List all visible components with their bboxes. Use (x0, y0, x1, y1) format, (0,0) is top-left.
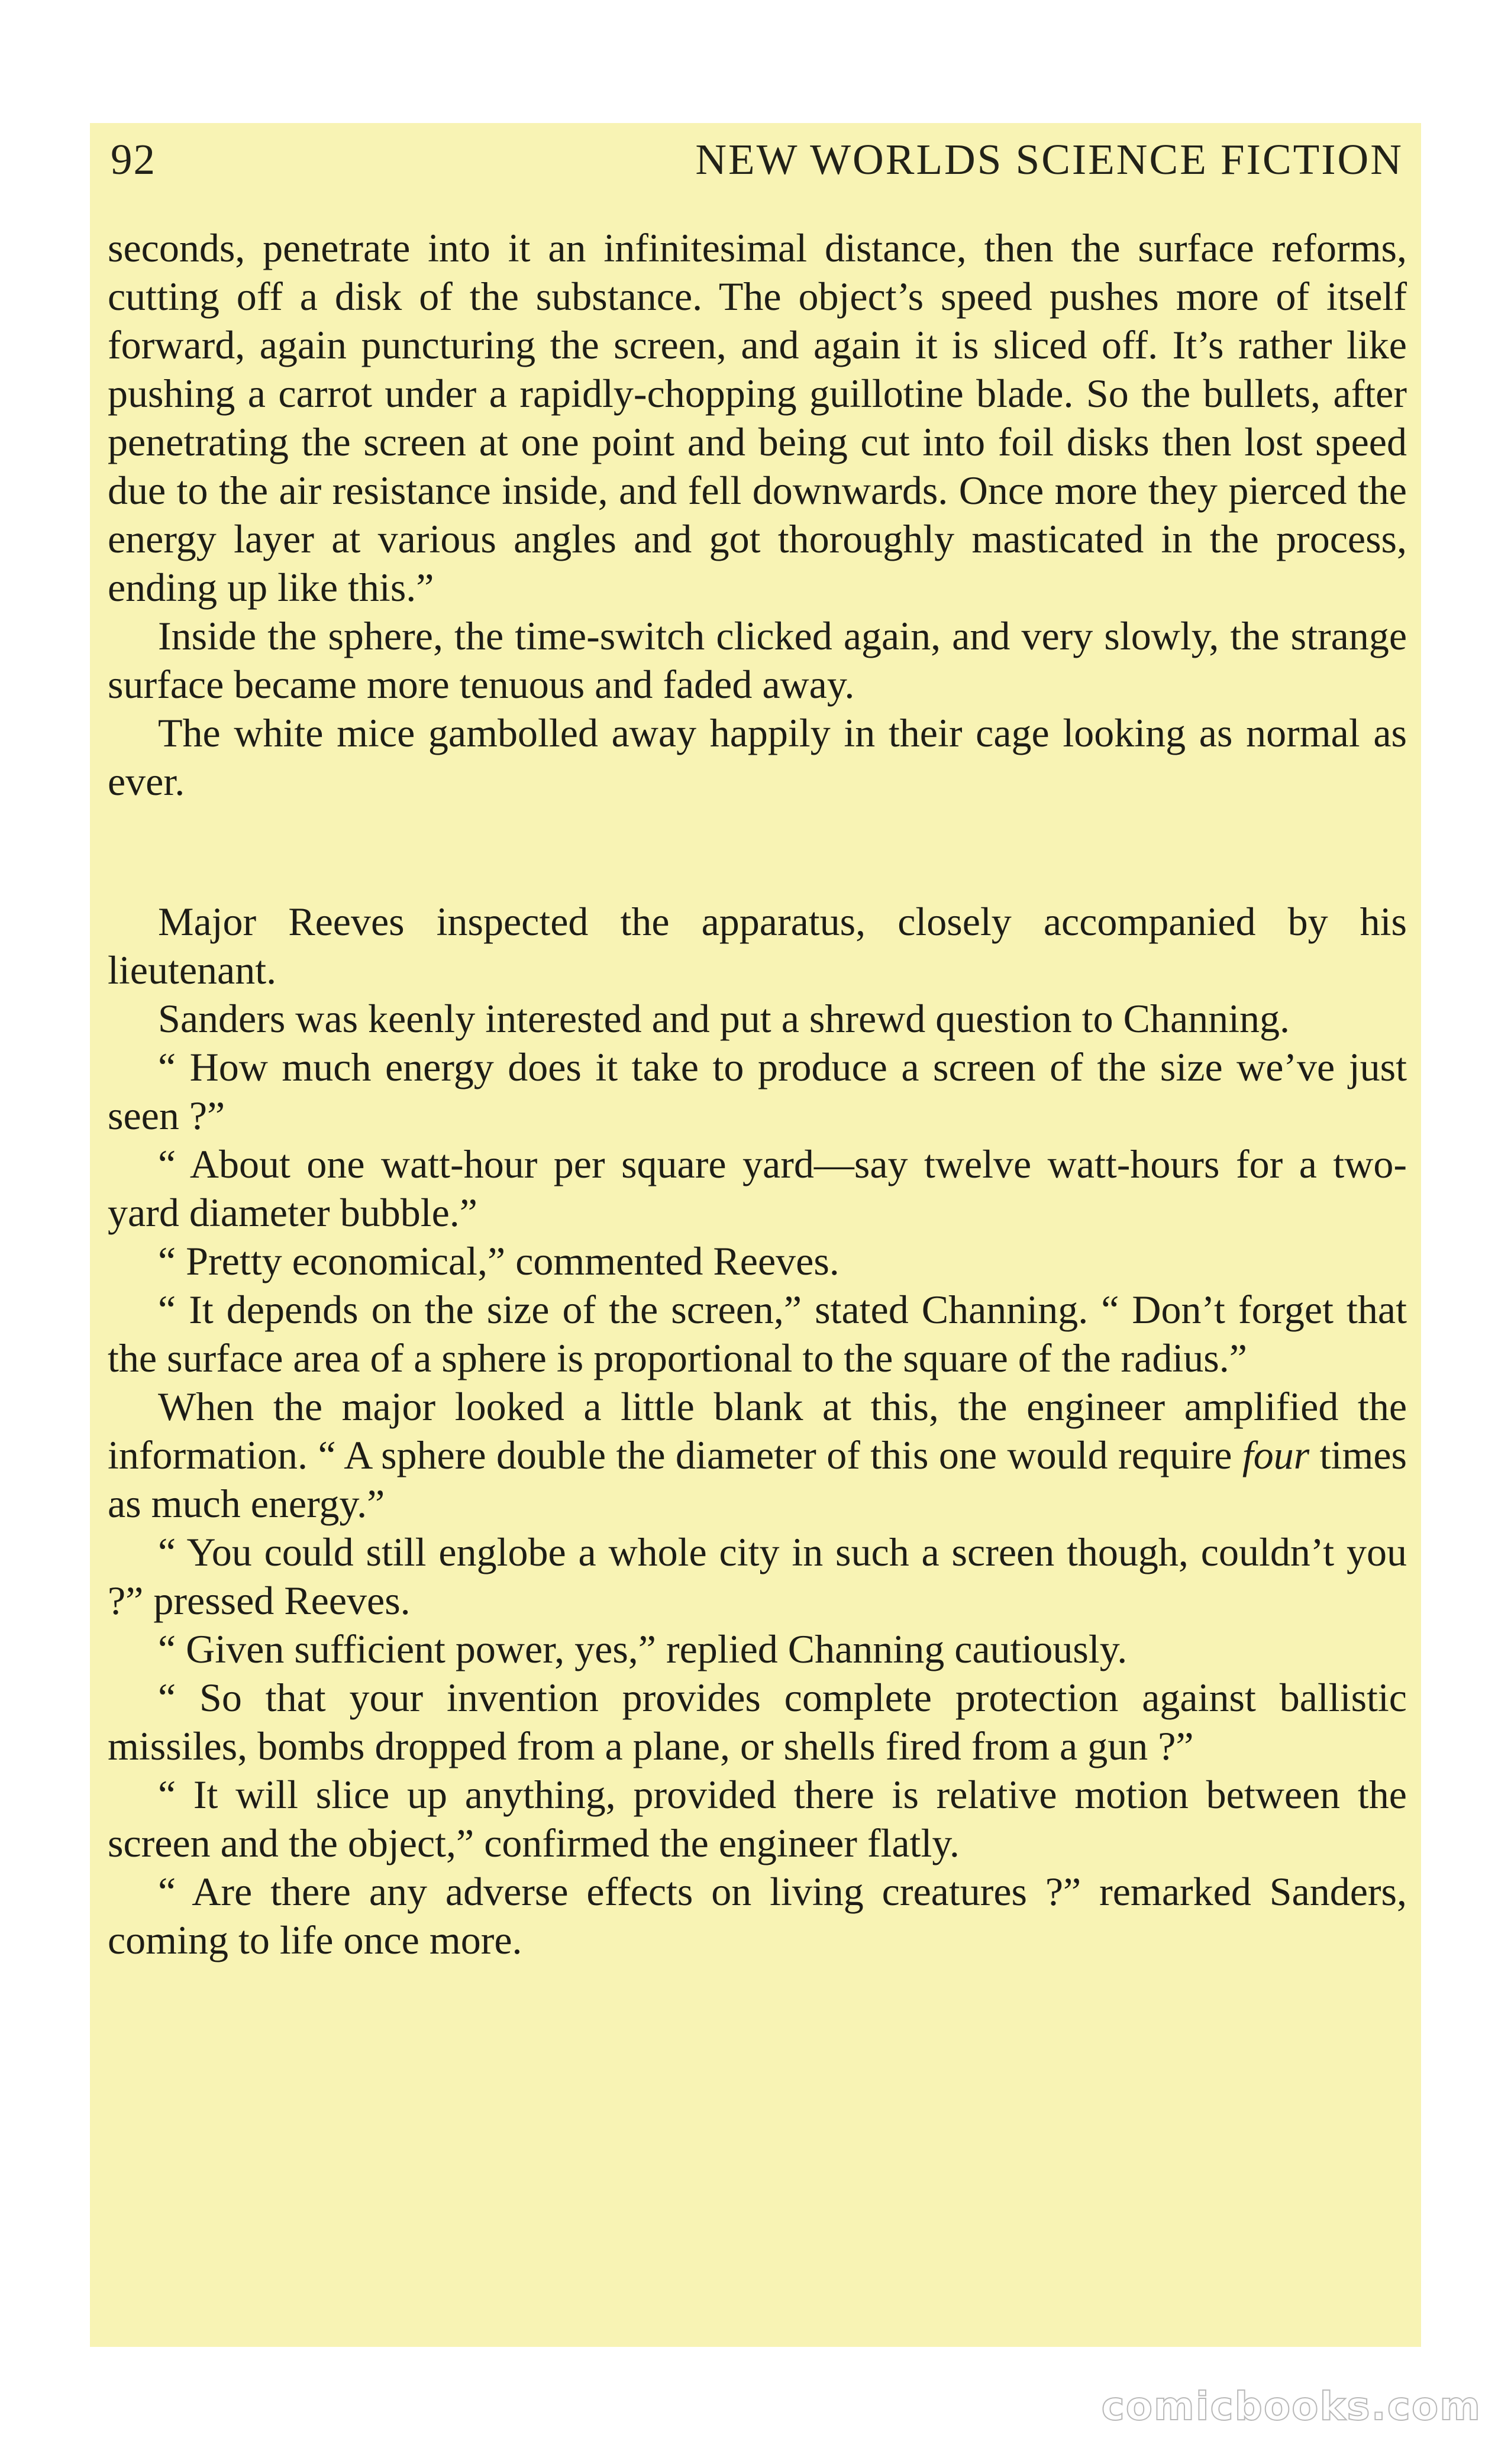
paragraph-text: times as much energy.” (108, 1433, 1407, 1526)
paragraph: seconds, penetrate into it an infinitesimal distance, then the surface reforms, cutting off a disk of the substance. The object’s speed pushes more of itself forward, again puncturing the screen, and again it is sliced off. It’s rather like pushing a carrot under a rapidly-chopping guillotine blade. So the bullets, after penetrating the screen at one point and being cut into foil disks then lost speed due to the air resistance inside, and fell downwards. Once more they pierced the energy layer at various angles and got thoroughly masticated in the process, ending up like this.” (108, 225, 1407, 610)
page-number: 92 (111, 135, 156, 183)
paragraph: “ So that your invention provides complete protection against ballistic missiles, bombs dropped from a plane, or shells fired from a gun ?” (108, 1675, 1407, 1768)
paragraph (108, 1382, 1407, 1528)
story-text (108, 224, 1407, 1964)
paragraph: Inside the sphere, the time-switch clicked again, and very slowly, the strange surface became more tenuous and faded away. (108, 613, 1407, 707)
paragraph: “ Are there any adverse effects on living creatures ?” remarked Sanders, coming to life once more. (108, 1869, 1407, 1962)
paragraph: Sanders was keenly interested and put a shrewd question to Channing. (158, 996, 1290, 1041)
paragraph: Major Reeves inspected the apparatus, closely accompanied by his lieutenant. (108, 899, 1407, 992)
paragraph: “ It depends on the size of the screen,” stated Channing. “ Don’t forget that the surface area of a sphere is proportional to the square of the radius.” (108, 1287, 1407, 1380)
paragraph: “ About one watt-hour per square yard—say twelve watt-hours for a two-yard diameter bubble.” (108, 1142, 1407, 1235)
page-header (111, 129, 1403, 194)
paragraph: The white mice gambolled away happily in their cage looking as normal as ever. (108, 710, 1407, 804)
paragraph: “ It will slice up anything, provided there is relative motion between the screen and the object,” confirmed the engineer flatly. (108, 1772, 1407, 1865)
watermark: comicbooks.com (1101, 2384, 1481, 2429)
emphasis-word: four (1242, 1433, 1310, 1477)
paragraph: “ You could still englobe a whole city in such a screen though, couldn’t you ?” pressed Reeves. (108, 1530, 1407, 1623)
section-break (108, 806, 1407, 897)
running-title: NEW WORLDS SCIENCE FICTION (695, 135, 1403, 183)
book-page (90, 123, 1421, 2347)
paragraph-text: When the major looked a little blank at this, the engineer amplified the information. “ A sphere double the diameter of this one would require (108, 1384, 1407, 1477)
paragraph: “ Given sufficient power, yes,” replied Channing cautiously. (158, 1627, 1128, 1671)
paragraph: “ How much energy does it take to produce a screen of the size we’ve just seen ?” (108, 1045, 1407, 1138)
paragraph: “ Pretty economical,” commented Reeves. (158, 1239, 840, 1283)
